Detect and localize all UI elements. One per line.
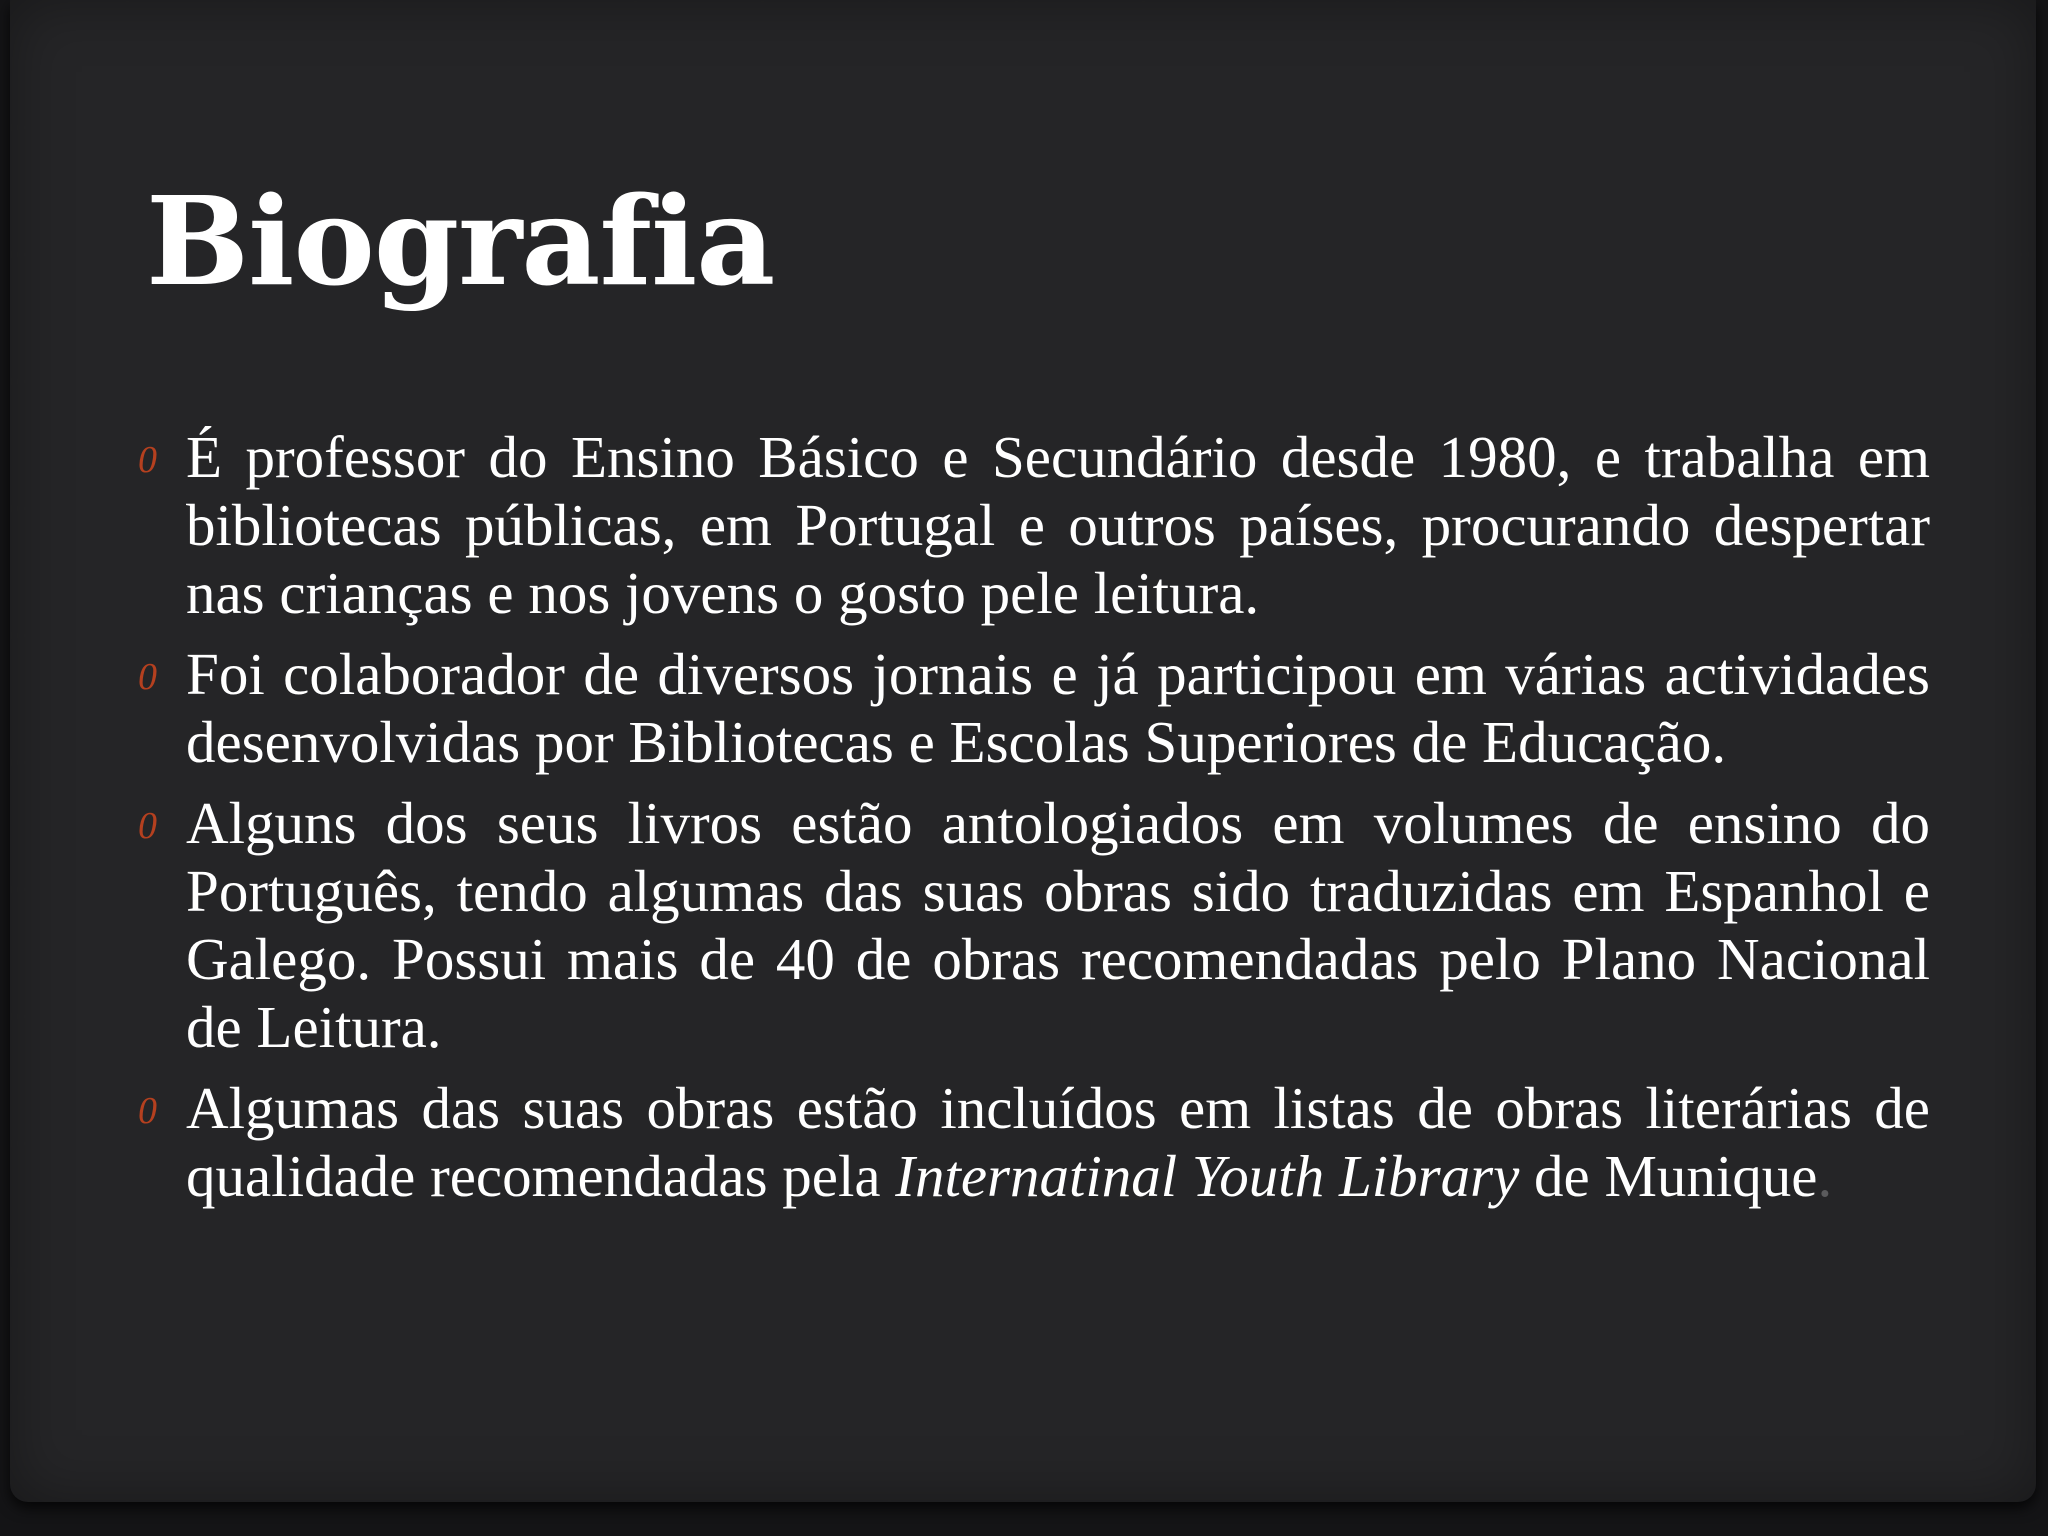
bullet-item [130, 789, 1930, 1061]
bullet-text: Foi colaborador de diversos jornais e já participou em várias actividades desenvolvidas por Bibliotecas e Escolas Superiores de Educação. [186, 641, 1930, 775]
slide-title: Biografia [146, 169, 775, 313]
bullet-item [130, 640, 1930, 776]
bullet-item [130, 423, 1930, 627]
bullet-end-mark: . [1817, 1143, 1833, 1209]
bullet-list [130, 423, 1930, 1223]
bullet-text-part: Algumas das suas obras estão incluídos em listas de obras literárias de qualidade recomendadas pela [186, 1075, 1930, 1209]
bullet-text: Alguns dos seus livros estão antologiados em volumes de ensino do Português, tendo algumas das suas obras sido traduzidas em Espanhol e Galego. Possui mais de 40 de obras recomendadas pelo Plano Nacional de Leitura. [186, 790, 1930, 1060]
bullet-marker-icon: 0 [138, 805, 157, 847]
bullet-text [186, 1074, 1930, 1210]
bullet-marker-icon: 0 [138, 656, 157, 698]
slide [10, 0, 2036, 1502]
bullet-text-part: de Munique [1519, 1143, 1818, 1209]
bullet-marker-icon: 0 [138, 439, 157, 481]
bullet-marker-icon: 0 [138, 1090, 157, 1132]
bullet-text-italic: Internatinal Youth Library [895, 1143, 1520, 1209]
bullet-text: É professor do Ensino Básico e Secundário desde 1980, e trabalha em bibliotecas públicas, em Portugal e outros países, procurando despertar nas crianças e nos jovens o gosto pele leitura. [186, 424, 1930, 626]
bullet-item [130, 1074, 1930, 1210]
